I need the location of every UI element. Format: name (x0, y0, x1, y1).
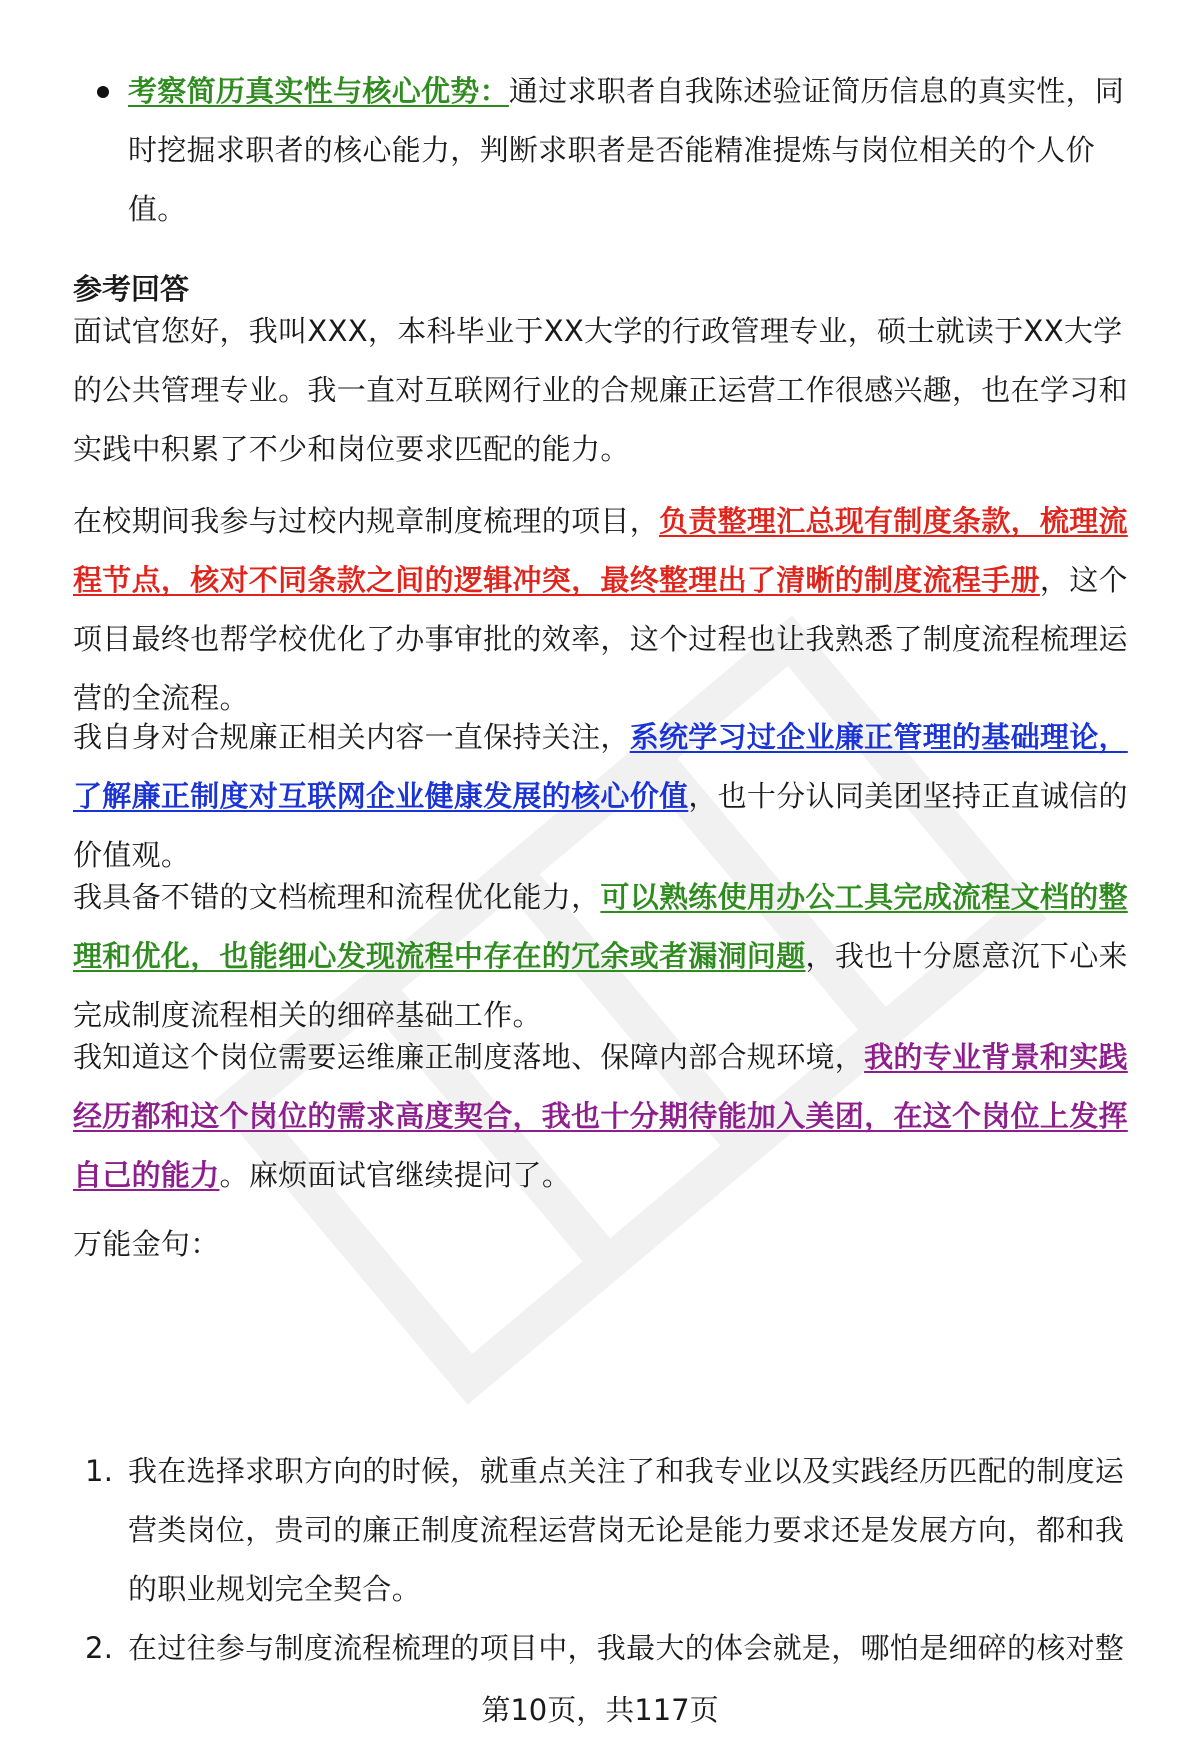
p1-before: 在校期间我参与过校内规章制度梳理的项目， (73, 504, 660, 538)
list-number: 1. (85, 1454, 114, 1488)
p2-before: 我自身对合规廉正相关内容一直保持关注， (73, 720, 630, 754)
list-item-text: 在过往参与制度流程梳理的项目中，我最大的体会就是，哪怕是细碎的核对整 (128, 1631, 1125, 1665)
bullet-item (73, 62, 1149, 239)
paragraph-project (73, 492, 1149, 728)
bullet-label: 考察简历真实性与核心优势： (128, 74, 509, 108)
p3-highlight: 可以熟练使用办公工具完成流程文档的整理和优化，也能细心发现流程中存在的冗余或者漏洞问题 (73, 880, 1128, 973)
p3-after: ，我也十分愿意沉下心来完成制度流程相关的细碎基础工作。 (73, 939, 1128, 1032)
p2-after: ，也十分认同美团坚持正直诚信的价值观。 (73, 779, 1128, 872)
bullet-dot-icon (97, 86, 109, 98)
p3-before: 我具备不错的文档梳理和流程优化能力， (73, 880, 601, 914)
p4-highlight: 我的专业背景和实践经历都和这个岗位的需求高度契合，我也十分期待能加入美团，在这个岗位上发挥自己的能力 (73, 1040, 1128, 1192)
list-item (73, 1442, 1149, 1619)
p4-before: 我知道这个岗位需要运维廉正制度落地、保障内部合规环境， (73, 1040, 865, 1074)
p1-after: ，这个项目最终也帮学校优化了办事审批的效率，这个过程也让我熟悉了制度流程梳理运营的全流程。 (73, 563, 1128, 715)
p2-highlight: 系统学习过企业廉正管理的基础理论，了解廉正制度对互联网企业健康发展的核心价值 (73, 720, 1128, 813)
p1-highlight: 负责整理汇总现有制度条款，梳理流程节点，核对不同条款之间的逻辑冲突，最终整理出了清晰的制度流程手册 (73, 504, 1128, 597)
list-item-text: 我在选择求职方向的时候，就重点关注了和我专业以及实践经历匹配的制度运营类岗位，贵司的廉正制度流程运营岗无论是能力要求还是发展方向，都和我的职业规划完全契合。 (128, 1454, 1125, 1606)
list-item (73, 1619, 1149, 1678)
bullet-text-block (128, 62, 1149, 239)
golden-sentences-label: 万能金句： (73, 1227, 220, 1261)
golden-sentences-list (73, 1442, 1149, 1678)
paragraph-compliance (73, 708, 1149, 885)
list-number: 2. (85, 1631, 114, 1665)
paragraph-skills (73, 868, 1149, 1045)
paragraph-closing (73, 1028, 1149, 1205)
p4-after: 。麻烦面试官继续提问了。 (219, 1158, 572, 1192)
bullet-text: 通过求职者自我陈述验证简历信息的真实性，同时挖掘求职者的核心能力，判断求职者是否能精准提炼与岗位相关的个人价值。 (128, 74, 1125, 226)
intro-paragraph: 面试官您好，我叫XXX，本科毕业于XX大学的行政管理专业，硕士就读于XX大学的公共管理专业。我一直对互联网行业的合规廉正运营工作很感兴趣，也在学习和实践中积累了不少和岗位要求匹配的能力。 (73, 314, 1128, 466)
section-heading: 参考回答 (73, 272, 190, 306)
page-footer: 第10页，共117页 (481, 1693, 719, 1727)
